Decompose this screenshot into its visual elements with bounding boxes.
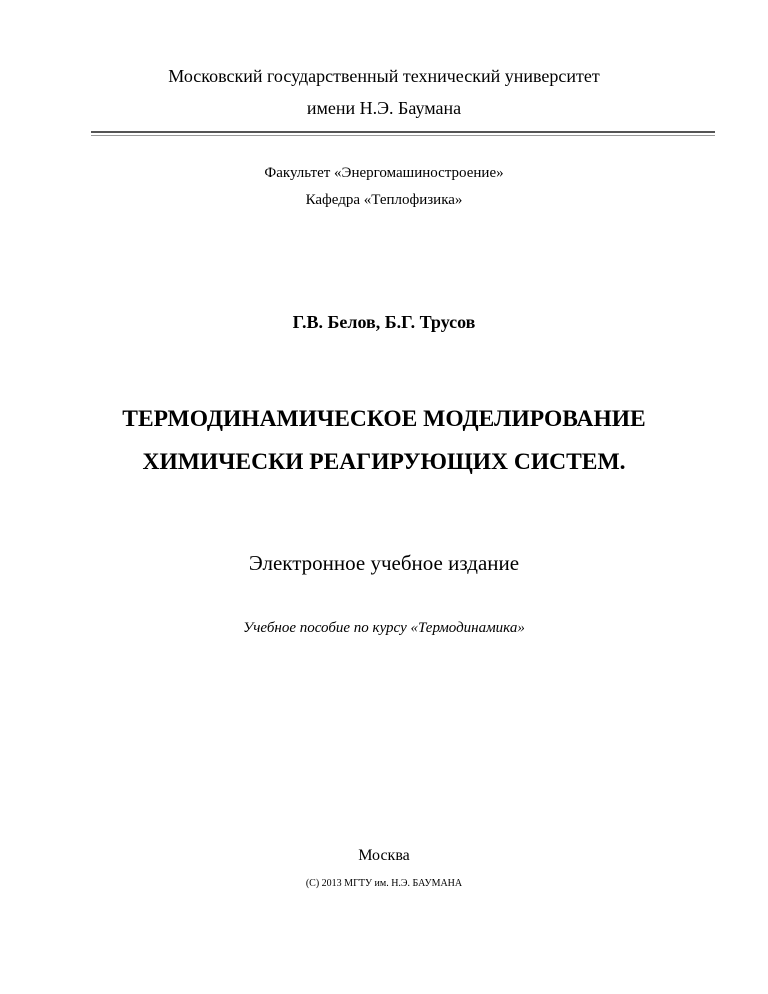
faculty-name: Факультет «Энергомашиностроение»	[264, 165, 504, 181]
header-divider-thin	[91, 135, 715, 136]
publication-city: Москва	[358, 847, 410, 864]
authors: Г.В. Белов, Б.Г. Трусов	[292, 312, 476, 332]
department-name: Кафедра «Теплофизика»	[305, 192, 463, 208]
document-title-line-1: ТЕРМОДИНАМИЧЕСКОЕ МОДЕЛИРОВАНИЕ	[122, 406, 646, 432]
header-divider-thick	[91, 131, 715, 133]
document-title-line-2: ХИМИЧЕСКИ РЕАГИРУЮЩИХ СИСТЕМ.	[142, 449, 626, 475]
university-name-line-2: имени Н.Э. Баумана	[306, 98, 462, 118]
edition-type: Электронное учебное издание	[248, 551, 520, 575]
university-name-line-1: Московский государственный технический университет	[168, 66, 600, 86]
copyright-notice: (С) 2013 МГТУ им. Н.Э. БАУМАНА	[305, 878, 463, 889]
course-note: Учебное пособие по курсу «Термодинамика»	[243, 620, 525, 636]
